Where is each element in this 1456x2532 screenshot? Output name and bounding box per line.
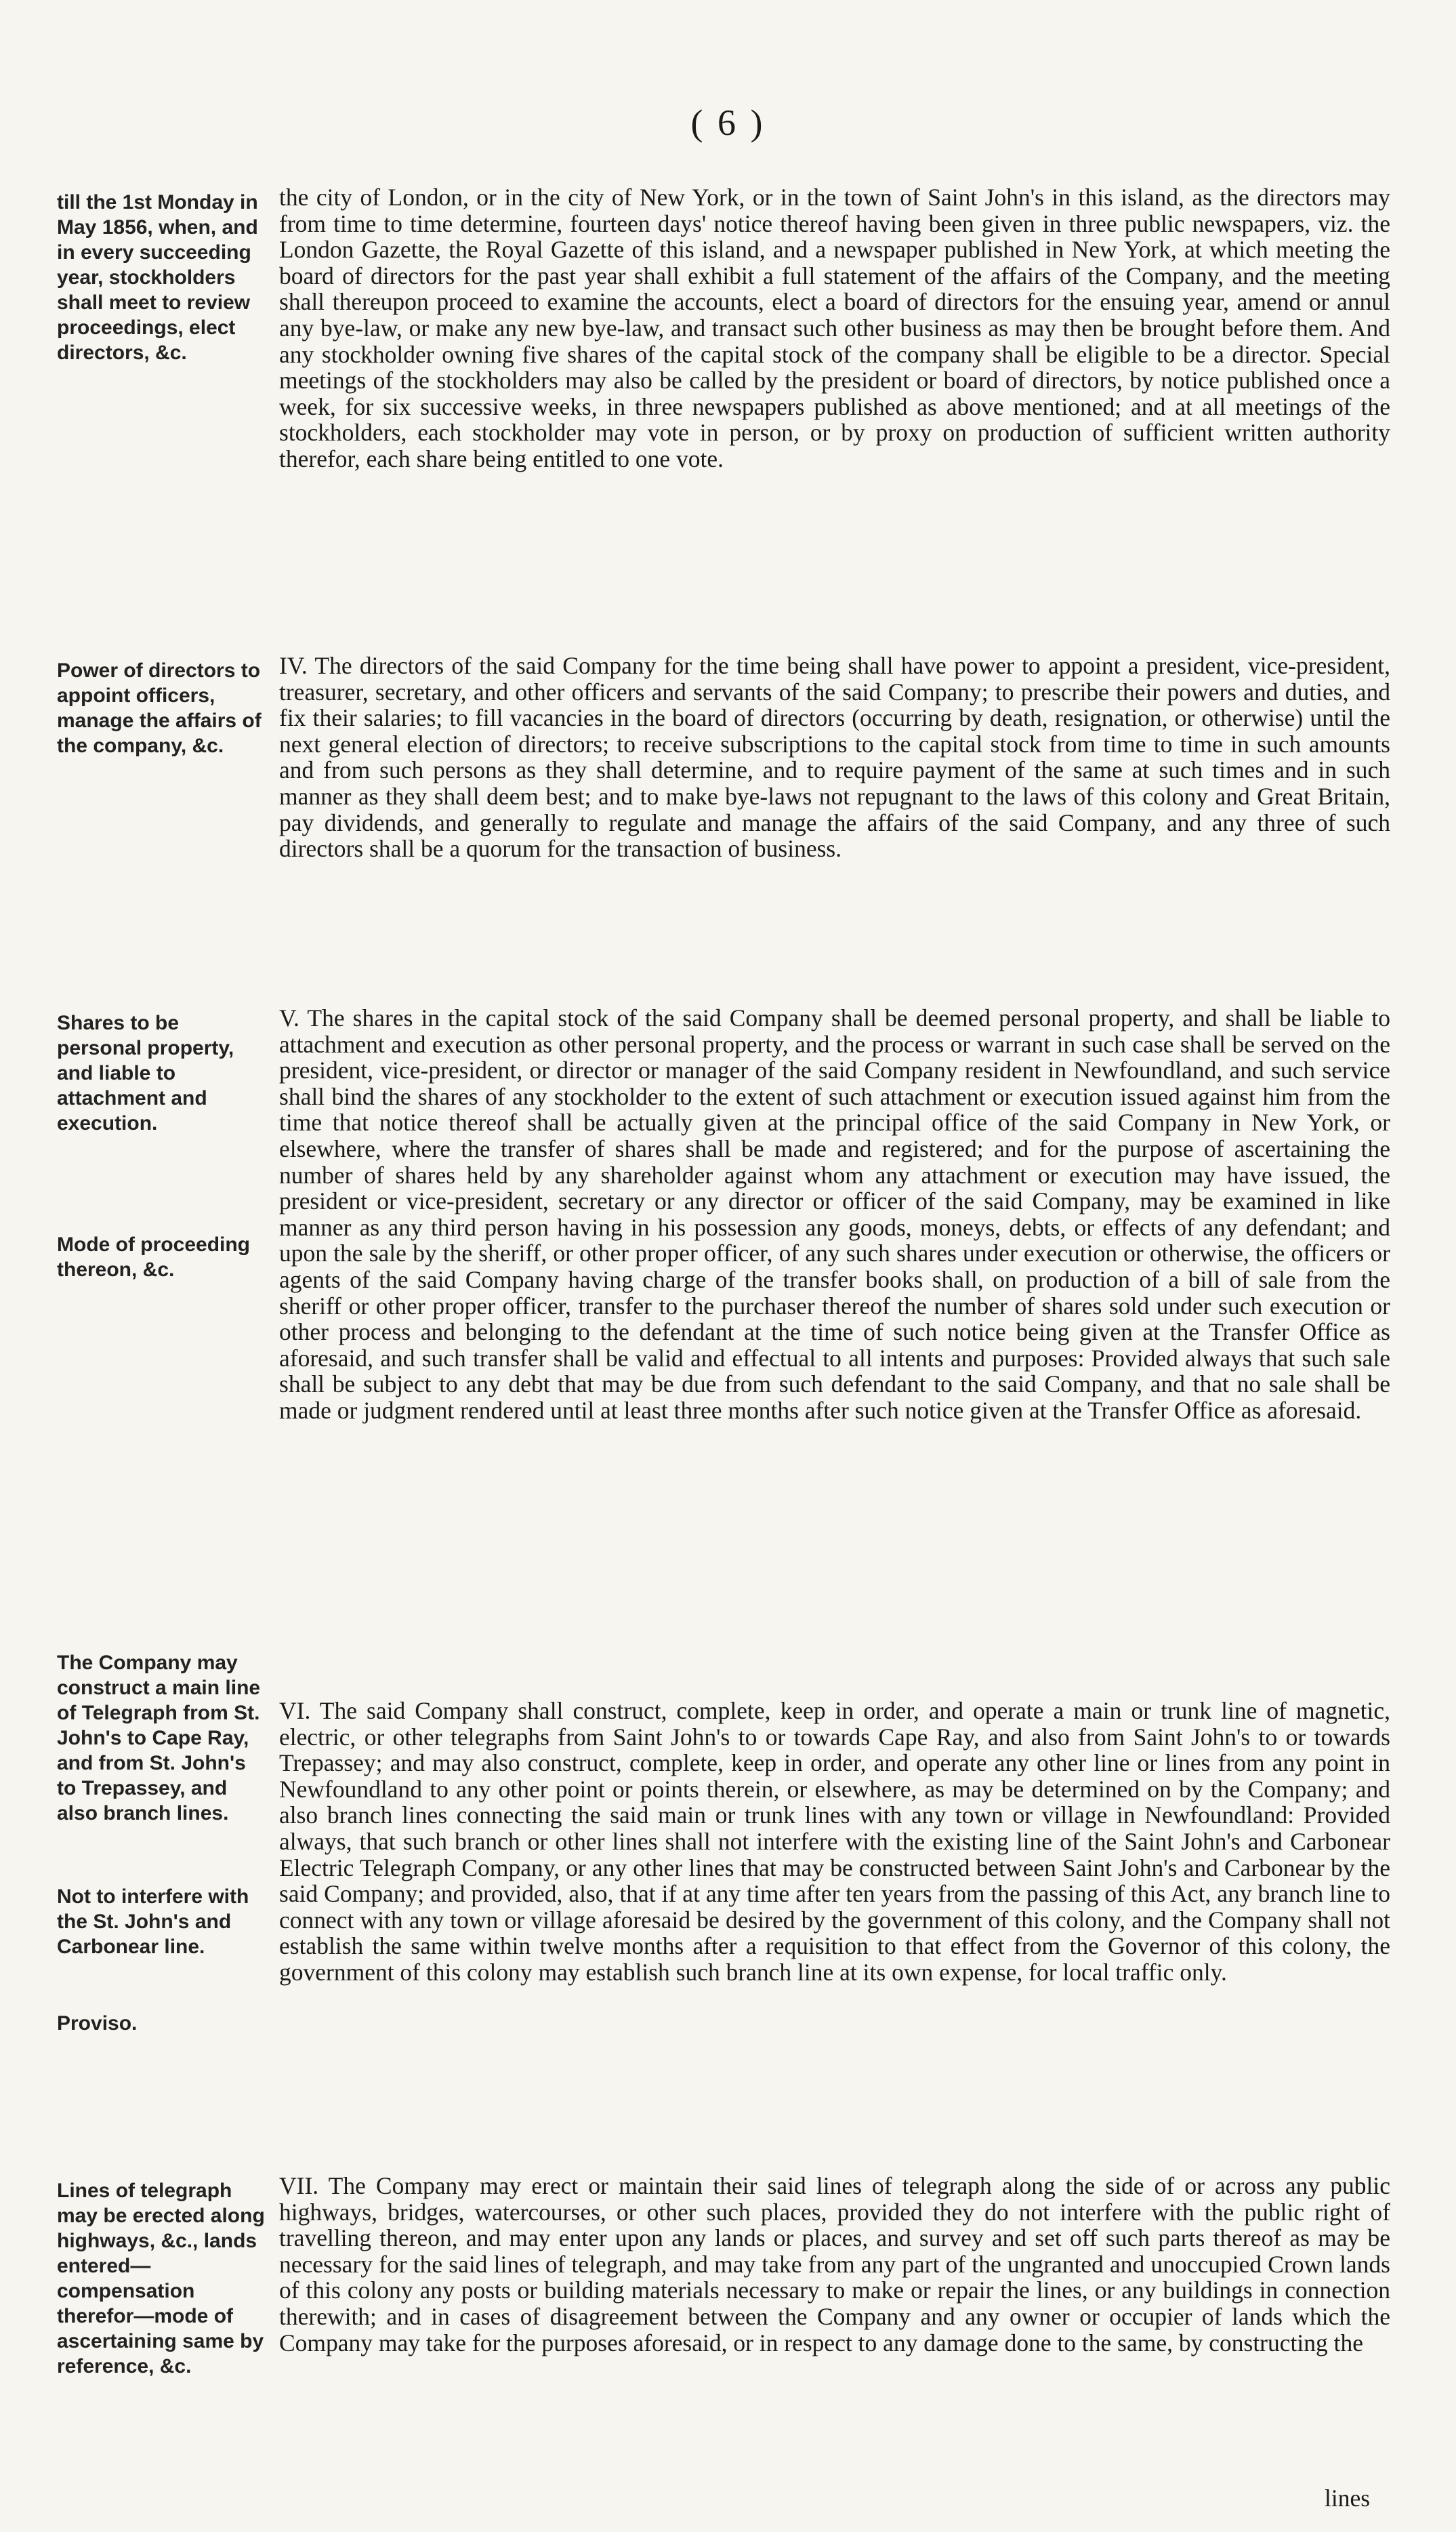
catchword: lines — [1325, 2485, 1371, 2512]
margin-note-proviso: Proviso. — [57, 2012, 138, 2035]
margin-note-main-line: The Company may construct a main line of Telegraph from St. John's to Cape Ray, and from St. John's to Trepassey, and also branch lines. — [57, 1652, 261, 1824]
margin-note-annual-meeting: till the 1st Monday in May 1856, when, and in every succeeding year, stockholders shall meet to review proceedings, elect directors, &c. — [57, 191, 258, 364]
paragraph-v: V. The shares in the capital stock of the said Company shall be deemed personal property, and shall be liable to attachment and execution as other personal property, and the process or warrant in such case shall be served on the president, vice-president, or director or manager of the said Company resident in Newfoundland, and such service shall bind the shares of any stockholder to the extent of such attachment or execution issued against him from the time that notice thereof shall be actually given at the principal office of the said Company in New York, or elsewhere, where the transfer of shares shall be made and registered; and for the purpose of ascertaining the number of shares held by any shareholder against whom any attachment or execution may have issued, the president or vice-president, secretary or any director or officer of the said Company, may be examined in like manner as any third person having in his possession any goods, moneys, debts, or effects of any defendant; and upon the sale by the sheriff, or other proper officer, of any such shares under execution or otherwise, the officers or agents of the said Company having charge of the transfer books shall, on production of a bill of sale from the sheriff or other proper officer, transfer to the purchaser thereof the number of shares sold under such execution or other process and belonging to the defendant at the time of such notice being given at the Transfer Office as aforesaid, and such transfer shall be valid and effectual to all intents and purposes: Provided always that such sale shall be subject to any debt that may be due from such defendant to the said Company, and that no sale shall be made or judgment rendered until at least three months after such notice given at the Transfer Office as aforesaid. — [279, 1004, 1390, 1424]
paragraph-vi: VI. The said Company shall construct, complete, keep in order, and operate a main or trunk line of magnetic, electric, or other telegraphs from Saint John's to or towards Cape Ray, and also from Saint John's to or towards Trepassey; and may also construct, complete, keep in order, and operate any other line or lines from any point in Newfoundland to any other point or points therein, or elsewhere, as may be determined on by the Company; and also branch lines connecting the said main or trunk lines with any town or village in Newfoundland: Provided always, that such branch or other lines shall not interfere with the existing line of the Saint John's and Carbonear Electric Telegraph Company, or any other lines that may be constructed between Saint John's and Carbonear by the said Company; and provided, also, that if at any time after ten years from the passing of this Act, any branch line to connect with any town or village aforesaid be desired by the government of this colony, and the Company shall not establish the same within twelve months after a requisition to that effect from the Governor of this colony, the government of this colony may establish such branch line at its own expense, for local traffic only. — [279, 1697, 1390, 1986]
margin-note-carbonear-line: Not to interfere with the St. John's and Carbonear line. — [57, 1885, 249, 1958]
margin-note-directors-power: Power of directors to appoint officers, manage the affairs of the company, &c. — [57, 659, 262, 757]
margin-note-mode-of-proceeding: Mode of proceeding thereon, &c. — [57, 1233, 250, 1281]
margin-note-highways: Lines of telegraph may be erected along highways, &c., lands entered—compensation therefor—mode of ascertaining same by reference, &c. — [57, 2180, 265, 2377]
paragraph-vii: VII. The Company may erect or maintain their said lines of telegraph along the side of or across any public highways, bridges, watercourses, or other such places, provided they do not interfere with the public right of travelling thereon, and may enter upon any lands or places, and survey and set off such parts thereof as may be necessary for the said lines of telegraph, and may take from any part of the ungranted and unoccupied Crown lands of this colony any posts or building materials necessary to make or repair the lines, or any buildings in connection therewith; and in cases of disagreement between the Company and any owner or occupier of lands which the Company may take for the purposes aforesaid, or in respect to any damage done to the same, by constructing the — [279, 2172, 1390, 2356]
margin-note-shares-property: Shares to be personal property, and liable to attachment and execution. — [57, 1012, 234, 1135]
page-number: ( 6 ) — [690, 102, 766, 143]
paragraph-annual-meeting: the city of London, or in the city of New York, or in the town of Saint John's in this island, as the directors may from time to time determine, fourteen days' notice thereof having been given in three public newspapers, viz. the London Gazette, the Royal Gazette of this island, and a newspaper published in New York, at which meeting the board of directors for the past year shall exhibit a full statement of the affairs of the Company, and the meeting shall thereupon proceed to examine the accounts, elect a board of directors for the ensuing year, amend or annul any bye-law, or make any new bye-law, and transact such other business as may then be brought before them. And any stockholder owning five shares of the capital stock of the company shall be eligible to be a director. Special meetings of the stockholders may also be called by the president or board of directors, by notice published once a week, for six successive weeks, in three newspapers published as above mentioned; and at all meetings of the stockholders, each stockholder may vote in person, or by proxy on production of sufficient written authority therefor, each share being entitled to one vote. — [279, 184, 1390, 472]
paragraph-iv: IV. The directors of the said Company for the time being shall have power to appoint a president, vice-president, treasurer, secretary, and other officers and servants of the said Company; to prescribe their powers and duties, and fix their salaries; to fill vacancies in the board of directors (occurring by death, resignation, or otherwise) until the next general election of directors; to receive subscriptions to the capital stock from time to time in such amounts and from such persons as they shall determine, and to require payment of the same at such times and in such manner as they shall deem best; and to make bye-laws not repugnant to the laws of this colony and Great Britain, pay dividends, and generally to regulate and manage the affairs of the said Company, and any three of such directors shall be a quorum for the transaction of business. — [279, 652, 1390, 863]
